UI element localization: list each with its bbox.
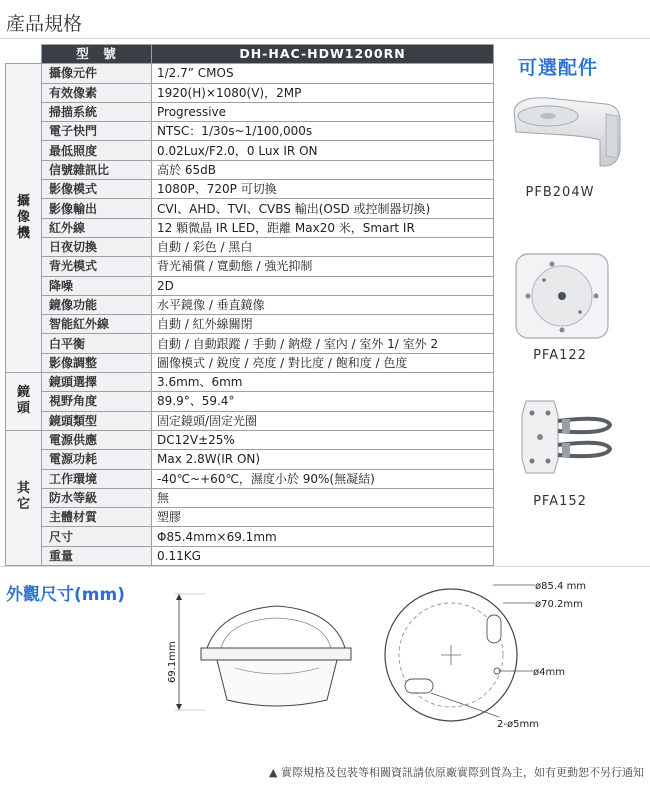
- spec-table-header: [6, 45, 494, 64]
- spec-value: 0.11KG: [152, 546, 494, 565]
- spec-row: [6, 469, 494, 488]
- spec-value: 12 顆微晶 IR LED，距離 Max20 米，Smart IR: [152, 218, 494, 237]
- spec-category: [6, 64, 42, 373]
- spec-row: [6, 488, 494, 507]
- spec-label: 影像輸出: [42, 199, 152, 218]
- spec-row: [6, 257, 494, 276]
- wall-mount-bracket-icon: [508, 92, 628, 170]
- spec-value: 3.6mm、6mm: [152, 373, 494, 392]
- spec-label: 鏡頭類型: [42, 411, 152, 430]
- spec-value: 0.02Lux/F2.0，0 Lux IR ON: [152, 141, 494, 160]
- spec-row: [6, 218, 494, 237]
- junction-box-icon: [512, 250, 612, 342]
- spec-value: DC12V±25%: [152, 430, 494, 449]
- spec-value: 自動 / 自動跟蹤 / 手動 / 鈉燈 / 室內 / 室外 1/ 室外 2: [152, 334, 494, 353]
- spec-row: [6, 237, 494, 256]
- spec-label: 掃描系統: [42, 102, 152, 121]
- header-spacer: [6, 45, 42, 64]
- inner-diameter-label: ø70.2mm: [535, 599, 583, 610]
- spec-label: 背光模式: [42, 257, 152, 276]
- spec-label: 電源供應: [42, 430, 152, 449]
- spec-row: [6, 64, 494, 83]
- spec-value: 自動 / 紅外線關閉: [152, 315, 494, 334]
- spec-value: 背光補償 / 寬動態 / 強光抑制: [152, 257, 494, 276]
- spec-label: 智能紅外線: [42, 315, 152, 334]
- spec-category: [6, 373, 42, 431]
- spec-value: 1920(H)×1080(V)，2MP: [152, 83, 494, 102]
- spec-label: 最低照度: [42, 141, 152, 160]
- spec-row: [6, 276, 494, 295]
- spec-row: [6, 295, 494, 314]
- page-title: 產品規格: [6, 13, 83, 35]
- slot-diameter-label: 2-ø5mm: [497, 719, 539, 730]
- spec-table: [5, 44, 494, 566]
- spec-row: [6, 373, 494, 392]
- spec-category-label: 鏡頭: [16, 384, 30, 416]
- side-view-drawing: [165, 588, 365, 718]
- spec-row: [6, 180, 494, 199]
- spec-value: 圖像模式 / 銳度 / 亮度 / 對比度 / 飽和度 / 色度: [152, 353, 494, 372]
- spec-row: [6, 392, 494, 411]
- spec-label: 防水等級: [42, 488, 152, 507]
- spec-value: 1/2.7” CMOS: [152, 64, 494, 83]
- spec-row: [6, 411, 494, 430]
- spec-row: [6, 334, 494, 353]
- spec-row: [6, 450, 494, 469]
- spec-label: 日夜切換: [42, 237, 152, 256]
- pole-mount-bracket-icon: [506, 395, 626, 479]
- spec-value: 無: [152, 488, 494, 507]
- spec-label: 尺寸: [42, 527, 152, 546]
- spec-label: 電源功耗: [42, 450, 152, 469]
- accessories-title: 可選配件: [518, 57, 599, 79]
- spec-label: 鏡像功能: [42, 295, 152, 314]
- spec-value: NTSC：1/30s~1/100,000s: [152, 122, 494, 141]
- header-label: 型 號: [42, 45, 152, 64]
- spec-value: 89.9°、59.4°: [152, 392, 494, 411]
- spec-value: 1080P、720P 可切換: [152, 180, 494, 199]
- section-divider: [0, 566, 650, 567]
- spec-table-body: [6, 64, 494, 566]
- spec-value: CVI、AHD、TVI、CVBS 輸出(OSD 或控制器切換): [152, 199, 494, 218]
- dimensions-title: 外觀尺寸(mm): [6, 585, 125, 605]
- hole-diameter-label: ø4mm: [533, 667, 565, 678]
- spec-row: [6, 122, 494, 141]
- spec-label: 重量: [42, 546, 152, 565]
- spec-label: 電子快門: [42, 122, 152, 141]
- spec-row: [6, 160, 494, 179]
- accessory-label-3: PFA152: [533, 494, 587, 509]
- accessory-label-1: PFB204W: [525, 185, 595, 200]
- spec-label: 工作環境: [42, 469, 152, 488]
- spec-value: Progressive: [152, 102, 494, 121]
- spec-row: [6, 315, 494, 334]
- spec-row: [6, 199, 494, 218]
- spec-row: [6, 546, 494, 565]
- header-model: DH-HAC-HDW1200RN: [152, 45, 494, 64]
- spec-value: 水平鏡像 / 垂直鏡像: [152, 295, 494, 314]
- spec-value: -40℃~+60℃，濕度小於 90%(無凝結): [152, 469, 494, 488]
- spec-label: 視野角度: [42, 392, 152, 411]
- spec-value: 固定鏡頭/固定光圈: [152, 411, 494, 430]
- spec-row: [6, 141, 494, 160]
- spec-row: [6, 527, 494, 546]
- spec-row: [6, 353, 494, 372]
- spec-label: 鏡頭選擇: [42, 373, 152, 392]
- top-view-drawing: [375, 575, 645, 735]
- spec-label: 紅外線: [42, 218, 152, 237]
- spec-value: 塑膠: [152, 508, 494, 527]
- spec-label: 攝像元件: [42, 64, 152, 83]
- spec-row: [6, 508, 494, 527]
- spec-row: [6, 430, 494, 449]
- accessory-label-2: PFA122: [533, 348, 587, 363]
- spec-category-label: 攝像機: [16, 193, 30, 241]
- spec-row: [6, 83, 494, 102]
- spec-label: 有效像素: [42, 83, 152, 102]
- spec-category-label: 其它: [16, 481, 30, 513]
- spec-label: 影像模式: [42, 180, 152, 199]
- footer-note: ▲ 實際規格及包裝等相關資訊請依原廠實際到貨為主，如有更動恕不另行通知: [269, 766, 644, 779]
- spec-label: 白平衡: [42, 334, 152, 353]
- spec-value: 高於 65dB: [152, 160, 494, 179]
- outer-diameter-label: ø85.4 mm: [535, 581, 587, 592]
- spec-value: Max 2.8W(IR ON): [152, 450, 494, 469]
- spec-label: 降噪: [42, 276, 152, 295]
- spec-category: [6, 430, 42, 565]
- spec-label: 信號雜訊比: [42, 160, 152, 179]
- spec-label: 主體材質: [42, 508, 152, 527]
- spec-value: Φ85.4mm×69.1mm: [152, 527, 494, 546]
- title-divider: [0, 38, 650, 39]
- height-dimension-label: 69.1mm: [167, 641, 178, 683]
- spec-label: 影像調整: [42, 353, 152, 372]
- spec-row: [6, 102, 494, 121]
- spec-value: 2D: [152, 276, 494, 295]
- spec-value: 自動 / 彩色 / 黑白: [152, 237, 494, 256]
